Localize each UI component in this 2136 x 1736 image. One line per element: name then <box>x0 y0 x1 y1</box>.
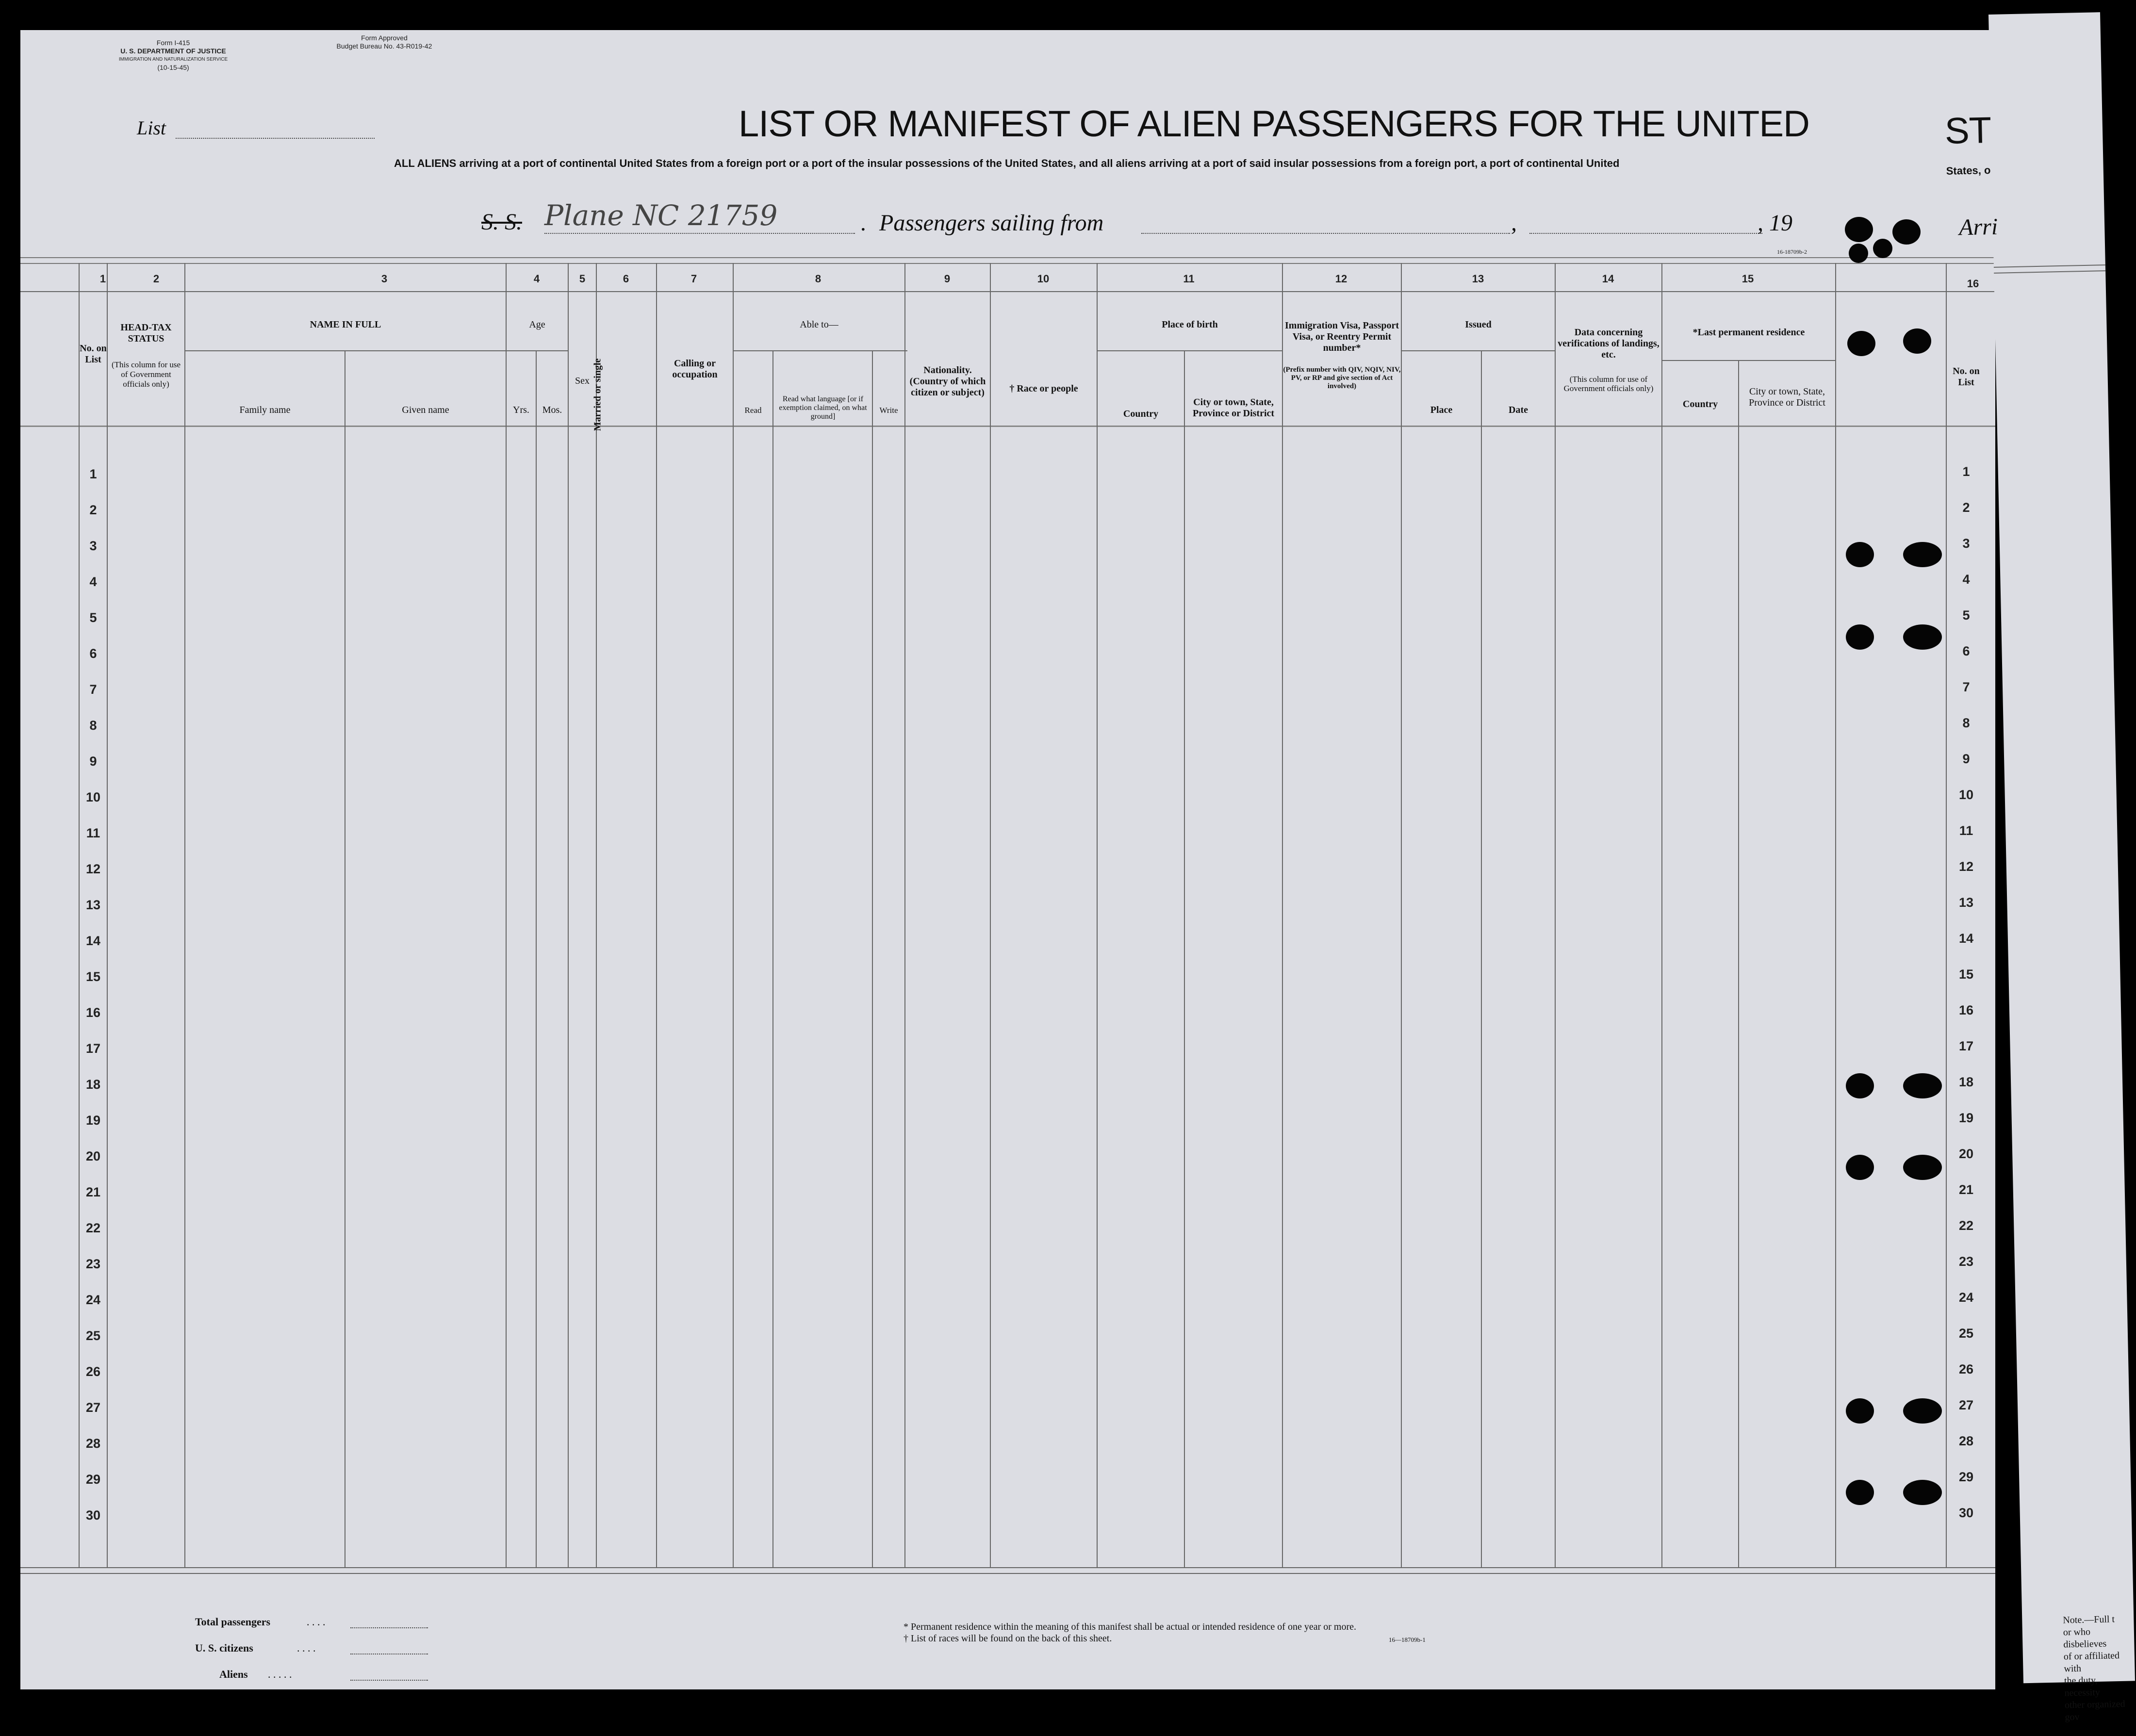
col-line <box>536 350 537 1568</box>
col-line <box>1661 263 1662 1568</box>
header-visa-note: (Prefix number with QIV, NQIV, NIV, PV, or RP and give section of Act involved) <box>1283 366 1401 390</box>
col-line <box>1282 263 1283 1568</box>
header-given-name: Given name <box>402 405 449 415</box>
top-rule-2 <box>20 263 1995 264</box>
row-num-right: 3 <box>1962 536 1970 551</box>
ss-field[interactable] <box>544 233 855 234</box>
budget-number: Budget Bureau No. 43-R019-42 <box>336 42 432 50</box>
row-num: 18 <box>85 1077 101 1092</box>
row-num: 27 <box>85 1400 101 1415</box>
aliens-field[interactable] <box>350 1680 428 1681</box>
row-num: 30 <box>85 1508 101 1523</box>
punch-hole <box>1903 542 1942 567</box>
table-bottom-rule <box>20 1567 1995 1568</box>
col-line <box>1184 350 1185 1568</box>
header-data-note: (This column for use of Government officials only) <box>1563 375 1654 393</box>
footer-citizens-label: U. S. citizens <box>195 1642 253 1654</box>
punch-hole <box>1903 328 1931 354</box>
row-num-right: 10 <box>1958 787 1974 802</box>
header-bottom-rule <box>20 426 1995 427</box>
header-issued-date: Date <box>1509 405 1528 415</box>
side-note-line: the duty, necessity <box>2064 1675 2101 1699</box>
punch-hole <box>1847 331 1875 356</box>
header-no-on-list-right: No. on List <box>1953 366 1980 388</box>
punch-hole <box>1903 1480 1942 1505</box>
row-num-right: 18 <box>1958 1075 1974 1089</box>
subtitle: ALL ALIENS arriving at a port of continental United States from a foreign port or a port of the insular possessions of the United States, and all aliens arriving at a port of said insular possessions from a foreign port, a port of continental United <box>394 157 1620 169</box>
col-num-14: 14 <box>1602 273 1614 285</box>
colnum-rule <box>20 291 1995 292</box>
row-num: 25 <box>85 1328 101 1343</box>
row-num: 29 <box>85 1472 101 1487</box>
row-num-right: 13 <box>1958 895 1974 910</box>
row-num-right: 29 <box>1958 1470 1974 1484</box>
row-num: 10 <box>85 790 101 804</box>
title-overflow: ST <box>1944 109 1992 152</box>
form-date: (10-15-45) <box>157 64 189 71</box>
manifest-sheet <box>20 30 1995 1689</box>
header-birth-city: City or town, State, Province or District <box>1192 397 1275 419</box>
row-num-right: 20 <box>1958 1146 1974 1161</box>
ss-period: . <box>861 210 867 236</box>
total-passengers-field[interactable] <box>350 1627 428 1628</box>
row-num: 13 <box>85 898 101 912</box>
row-num-right: 9 <box>1962 752 1970 766</box>
punch-hole <box>1903 624 1942 650</box>
header-birth-country: Country <box>1123 409 1159 419</box>
row-num-right: 26 <box>1958 1362 1974 1376</box>
row-num-right: 5 <box>1962 608 1970 622</box>
col-line <box>1401 263 1402 1568</box>
punch-hole <box>1873 239 1892 258</box>
header-place-of-birth: Place of birth <box>1162 319 1218 330</box>
punch-hole <box>1846 1155 1874 1180</box>
col-line <box>184 263 185 1568</box>
row-num: 7 <box>89 682 97 697</box>
row-num-right: 11 <box>1959 823 1973 838</box>
row-num: 22 <box>85 1221 101 1235</box>
header-issued-place: Place <box>1430 405 1453 415</box>
row-num: 19 <box>85 1113 101 1128</box>
col-line <box>872 350 873 1568</box>
header-race: † Race or people <box>1009 383 1078 394</box>
row-num-right: 27 <box>1958 1398 1974 1412</box>
row-num: 5 <box>89 610 97 625</box>
col-num-10: 10 <box>1037 273 1050 285</box>
header-family-name: Family name <box>239 405 291 415</box>
col-line <box>733 263 734 1568</box>
footer-note-residence: * Permanent residence within the meaning of this manifest shall be actual or intended residence of one year or more. <box>904 1621 1357 1632</box>
col-line <box>1946 263 1947 1568</box>
col-line <box>990 263 991 1568</box>
row-num: 14 <box>85 934 101 948</box>
row-num-right: 24 <box>1958 1290 1974 1305</box>
footer-dots: . . . . <box>297 1642 316 1654</box>
col-num-1: 1 <box>99 273 106 285</box>
next-sheet-rule <box>1994 264 2105 268</box>
col-num-6: 6 <box>623 273 629 285</box>
row-num-right: 2 <box>1962 500 1970 515</box>
col-num-8: 8 <box>815 273 822 285</box>
col-num-13: 13 <box>1472 273 1484 285</box>
header-no-on-list: No. on List <box>80 343 107 365</box>
row-num-right: 1 <box>1962 464 1970 479</box>
row-num: 11 <box>86 826 100 840</box>
row-num-right: 6 <box>1962 644 1970 658</box>
sailing-date-field[interactable] <box>1529 233 1762 234</box>
punch-hole <box>1846 1073 1874 1098</box>
footer-code: 16—18709b-1 <box>1389 1636 1426 1643</box>
footer-note-races: † List of races will be found on the back of this sheet. <box>904 1633 1112 1644</box>
row-num-right: 7 <box>1962 680 1970 694</box>
subhead-rule <box>184 350 568 351</box>
col-line <box>568 263 569 1568</box>
col-num-12: 12 <box>1335 273 1347 285</box>
table-bottom-rule-2 <box>20 1573 1995 1574</box>
col-line <box>1097 263 1098 1568</box>
row-num: 17 <box>85 1041 101 1056</box>
col-line <box>1835 263 1836 1568</box>
row-num: 16 <box>85 1005 101 1020</box>
row-num: 3 <box>89 539 97 553</box>
year-prefix: , 19 <box>1758 210 1792 236</box>
row-num: 28 <box>85 1436 101 1451</box>
row-num-right: 4 <box>1962 572 1970 587</box>
col-num-3: 3 <box>381 273 388 285</box>
row-num: 8 <box>89 718 97 733</box>
sailing-comma: , <box>1511 210 1517 236</box>
row-num: 20 <box>85 1149 101 1163</box>
col-line <box>596 263 597 1568</box>
header-sex: Sex <box>575 376 590 386</box>
punch-hole <box>1846 1480 1874 1505</box>
list-label: List <box>137 117 166 139</box>
row-num: 2 <box>89 503 97 517</box>
form-approved: Form Approved <box>361 34 408 42</box>
row-num: 1 <box>89 467 97 481</box>
punch-hole <box>1903 1155 1942 1180</box>
sailing-label: Passengers sailing from <box>879 210 1104 236</box>
col-line <box>904 263 905 1568</box>
row-num: 4 <box>89 574 97 589</box>
col-num-9: 9 <box>944 273 951 285</box>
col-line <box>506 263 507 1568</box>
col-line <box>1555 263 1556 1568</box>
footer-total-label: Total passengers <box>195 1616 271 1628</box>
punch-hole <box>1903 1398 1942 1424</box>
col-num-7: 7 <box>690 273 697 285</box>
col-num-4: 4 <box>533 273 540 285</box>
header-read: Read <box>744 406 762 415</box>
header-age: Age <box>529 319 545 330</box>
header-issued: Issued <box>1465 319 1492 330</box>
header-head-tax: HEAD-TAX STATUS <box>120 322 172 344</box>
row-num-right: 12 <box>1958 859 1974 874</box>
row-num-right: 23 <box>1958 1254 1974 1269</box>
subhead-rule <box>733 350 907 351</box>
row-num-right: 30 <box>1958 1506 1974 1520</box>
header-write: Write <box>879 406 898 415</box>
ss-label: S. S. <box>481 209 522 235</box>
row-num-right: 21 <box>1958 1182 1974 1197</box>
next-sheet-rule <box>1994 270 2105 274</box>
footer-aliens-label: Aliens <box>219 1668 248 1680</box>
col-num-16: 16 <box>1967 278 1979 290</box>
punch-hole <box>1846 542 1874 567</box>
footer-dots: . . . . . <box>268 1668 292 1680</box>
header-nationality: Nationality. (Country of which citizen or subject) <box>909 365 986 398</box>
header-married: Married or single <box>592 358 603 431</box>
header-name-in-full: NAME IN FULL <box>310 319 381 330</box>
row-num: 24 <box>85 1293 101 1307</box>
ss-vessel-handwritten: Plane NC 21759 <box>544 199 778 232</box>
list-field[interactable] <box>176 138 375 139</box>
footer-dots: . . . . <box>307 1616 326 1628</box>
side-note <box>2063 1613 2136 1723</box>
row-num-right: 25 <box>1958 1326 1974 1341</box>
row-num-right: 15 <box>1958 967 1974 982</box>
row-num-right: 17 <box>1958 1039 1974 1053</box>
header-residence-country: Country <box>1682 399 1718 409</box>
col-num-5: 5 <box>579 273 586 285</box>
form-meta-right <box>321 34 447 50</box>
header-read-language: Read what language [or if exemption claimed, on what ground] <box>779 395 867 421</box>
header-residence-city: City or town, State, Province or District <box>1749 386 1825 408</box>
punch-hole <box>1845 217 1873 242</box>
row-num: 15 <box>85 969 101 984</box>
side-note-line: of or affiliated with <box>2063 1650 2120 1674</box>
row-num-right: 16 <box>1958 1003 1974 1017</box>
row-num: 26 <box>85 1364 101 1379</box>
punch-hole <box>1903 1073 1942 1098</box>
row-num: 12 <box>85 862 101 876</box>
header-mos: Mos. <box>542 405 562 415</box>
page-title: LIST OR MANIFEST OF ALIEN PASSENGERS FOR THE UNITED <box>739 103 1809 145</box>
side-note-line: or who disbelieves <box>2063 1626 2107 1650</box>
col-line <box>772 350 773 1568</box>
arriving-overflow: Arri <box>1958 213 1998 241</box>
header-yrs: Yrs. <box>513 405 529 415</box>
header-visa: Immigration Visa, Passport Visa, or Reentry Permit number* <box>1285 320 1399 353</box>
sailing-from-field[interactable] <box>1141 233 1510 234</box>
row-num-right: 22 <box>1958 1218 1974 1233</box>
top-rule <box>20 257 1995 258</box>
punch-hole <box>1849 244 1868 263</box>
col-num-2: 2 <box>153 273 160 285</box>
side-note-line: other organized gov <box>2064 1698 2125 1723</box>
row-num-right: 19 <box>1958 1111 1974 1125</box>
row-num: 6 <box>89 646 97 661</box>
service: IMMIGRATION AND NATURALIZATION SERVICE <box>118 57 228 62</box>
punch-hole <box>1846 1398 1874 1424</box>
col-line <box>656 263 657 1568</box>
small-code: 16-18709b-2 <box>1777 248 1807 255</box>
col-line <box>1481 350 1482 1568</box>
header-calling: Calling or occupation <box>672 358 718 380</box>
side-note-line: Note.—Full t <box>2063 1614 2115 1626</box>
form-number: Form I-415 <box>156 39 190 47</box>
row-num: 23 <box>85 1257 101 1271</box>
col-num-11: 11 <box>1183 273 1195 285</box>
subhead-rule <box>1401 350 1555 351</box>
header-last-residence: *Last permanent residence <box>1692 327 1805 338</box>
subhead-rule <box>1097 350 1282 351</box>
form-meta-left <box>115 39 231 72</box>
punch-hole <box>1846 624 1874 650</box>
row-num-right: 14 <box>1958 931 1974 946</box>
header-data-concerning: Data concerning verifications of landings, etc. <box>1558 327 1660 360</box>
row-num: 21 <box>85 1185 101 1199</box>
header-head-tax-note: (This column for use of Government officials only) <box>111 360 181 389</box>
col-num-15: 15 <box>1742 273 1754 285</box>
subtitle-overflow: States, o <box>1946 164 1991 177</box>
row-num: 9 <box>89 754 97 769</box>
header-able-to: Able to— <box>800 319 838 330</box>
department: U. S. DEPARTMENT OF JUSTICE <box>120 47 226 55</box>
subhead-rule <box>1661 360 1835 361</box>
row-num-right: 28 <box>1958 1434 1974 1448</box>
row-num-right: 8 <box>1962 716 1970 730</box>
col-line <box>1738 360 1739 1568</box>
punch-hole <box>1892 219 1921 245</box>
